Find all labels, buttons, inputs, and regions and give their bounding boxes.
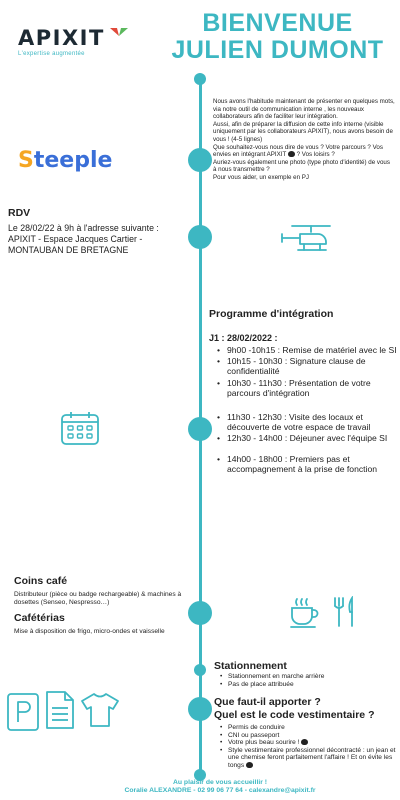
stationnement-title: Stationnement xyxy=(214,660,287,672)
list-item: • Pas de place attribuée xyxy=(218,681,393,689)
logo-mark-icon xyxy=(110,26,128,40)
programme-title: Programme d'intégration xyxy=(209,308,334,320)
steeple-logo: Steeple xyxy=(18,148,113,173)
intro-text xyxy=(213,98,395,182)
title-line-2: JULIEN DUMONT xyxy=(171,36,384,64)
apporter-list xyxy=(218,724,398,770)
apporter-title xyxy=(214,696,399,721)
smiley-icon xyxy=(288,151,295,157)
timeline-dot-top xyxy=(194,73,206,85)
tshirt-icon xyxy=(80,692,120,728)
cafeteria-text: Mise à disposition de frigo, micro-ondes et vaisselle xyxy=(14,628,165,635)
rdv-line-1: Le 28/02/22 à 9h à l'adresse suivante : xyxy=(8,223,159,233)
smiley-icon xyxy=(246,762,253,768)
apporter-title-line-1: Que faut-il apporter ? xyxy=(214,696,321,708)
apporter-title-line-2: Quel est le code vestimentaire ? xyxy=(214,708,375,721)
cafeteria-title: Cafétérias xyxy=(14,612,65,624)
intro-paragraph-2: Aussi, afin de préparer la diffusion de cette info interne (visible uniquement par les collaborateurs APIXIT), nous avons besoin de vous ! (4-5 lignes) xyxy=(213,120,393,143)
logo-tagline: L'expertise augmentée xyxy=(18,51,85,57)
title-line-1: BIENVENUE xyxy=(202,9,353,37)
list-item: • 10h30 - 11h30 : Présentation de votre parcours d'intégration xyxy=(215,378,397,398)
list-item: • CNI ou passeport xyxy=(218,732,398,740)
list-item: • Votre plus beau sourire ! xyxy=(218,739,398,747)
list-item: • 12h30 - 14h00 : Déjeuner avec l'équipe SI xyxy=(215,433,397,443)
footer xyxy=(80,779,360,795)
list-item: • 14h00 - 18h00 : Premiers pas et accompagnement à la prise de fonction xyxy=(215,454,397,474)
document-icon xyxy=(44,690,76,730)
rdv-line-3: MONTAUBAN DE BRETAGNE xyxy=(8,245,129,255)
timeline-dot-intro xyxy=(188,148,212,172)
rdv-title: RDV xyxy=(8,207,31,219)
cafe-title: Coins café xyxy=(14,575,68,587)
rdv-line-2: APIXIT - Espace Jacques Cartier - xyxy=(8,234,143,244)
logo-name: APIXIT xyxy=(18,26,105,50)
intro-paragraph-1: Nous avons l'habitude maintenant de présenter en quelques mots, via notre outil de communication interne , les nouveaux collaborateurs afin de faciliter leur intégration. xyxy=(213,98,395,121)
rdv-text xyxy=(8,223,193,256)
list-item: • Stationnement en marche arrière xyxy=(218,673,393,681)
stationnement-list xyxy=(218,673,393,689)
programme-day: J1 : 28/02/2022 : xyxy=(209,333,278,343)
parking-icon xyxy=(6,692,40,732)
intro-paragraph-5: Pour vous aider, un exemple en PJ xyxy=(213,173,309,181)
timeline-dot-apporter xyxy=(188,697,212,721)
apixit-logo xyxy=(18,26,128,66)
coffee-cup-icon xyxy=(288,597,320,629)
programme-list xyxy=(215,345,397,475)
smiley-icon xyxy=(301,739,308,745)
calendar-icon xyxy=(60,410,100,446)
list-item: • Style vestimentaire professionnel décontracté : un jean et une chemise feront parfaitement l'affaire ! Et on évite les tongs xyxy=(218,747,398,770)
list-item: • 9h00 -10h15 : Remise de matériel avec le SI xyxy=(215,345,397,355)
intro-paragraph-3: Que souhaitez-vous nous dire de vous ? Votre parcours ? Vos envies en intégrant APIXIT ? Vos loisirs ? xyxy=(213,143,383,159)
list-item: • Permis de conduire xyxy=(218,724,398,732)
helicopter-icon xyxy=(278,222,338,258)
footer-contact[interactable]: Coralie ALEXANDRE - 02 99 06 77 64 - calexandre@apixit.fr xyxy=(124,787,316,795)
list-item: • 11h30 - 12h30 : Visite des locaux et découverte de votre espace de travail xyxy=(215,412,397,432)
cafe-text: Distributeur (pièce ou badge rechargeable) & machines à dosettes (Senseo, Nespresso…) xyxy=(14,591,182,606)
timeline-dot-programme xyxy=(188,417,212,441)
list-item: • 10h15 - 10h30 : Signature clause de confidentialité xyxy=(215,356,397,376)
timeline-dot-stationnement xyxy=(194,664,206,676)
cutlery-icon xyxy=(332,596,358,628)
intro-paragraph-4: Auriez-vous également une photo (type photo d'identité) de vous à nous transmettre ? xyxy=(213,158,390,174)
page-title xyxy=(160,10,395,64)
footer-line-1: Au plaisir de vous accueillir ! xyxy=(172,779,268,786)
